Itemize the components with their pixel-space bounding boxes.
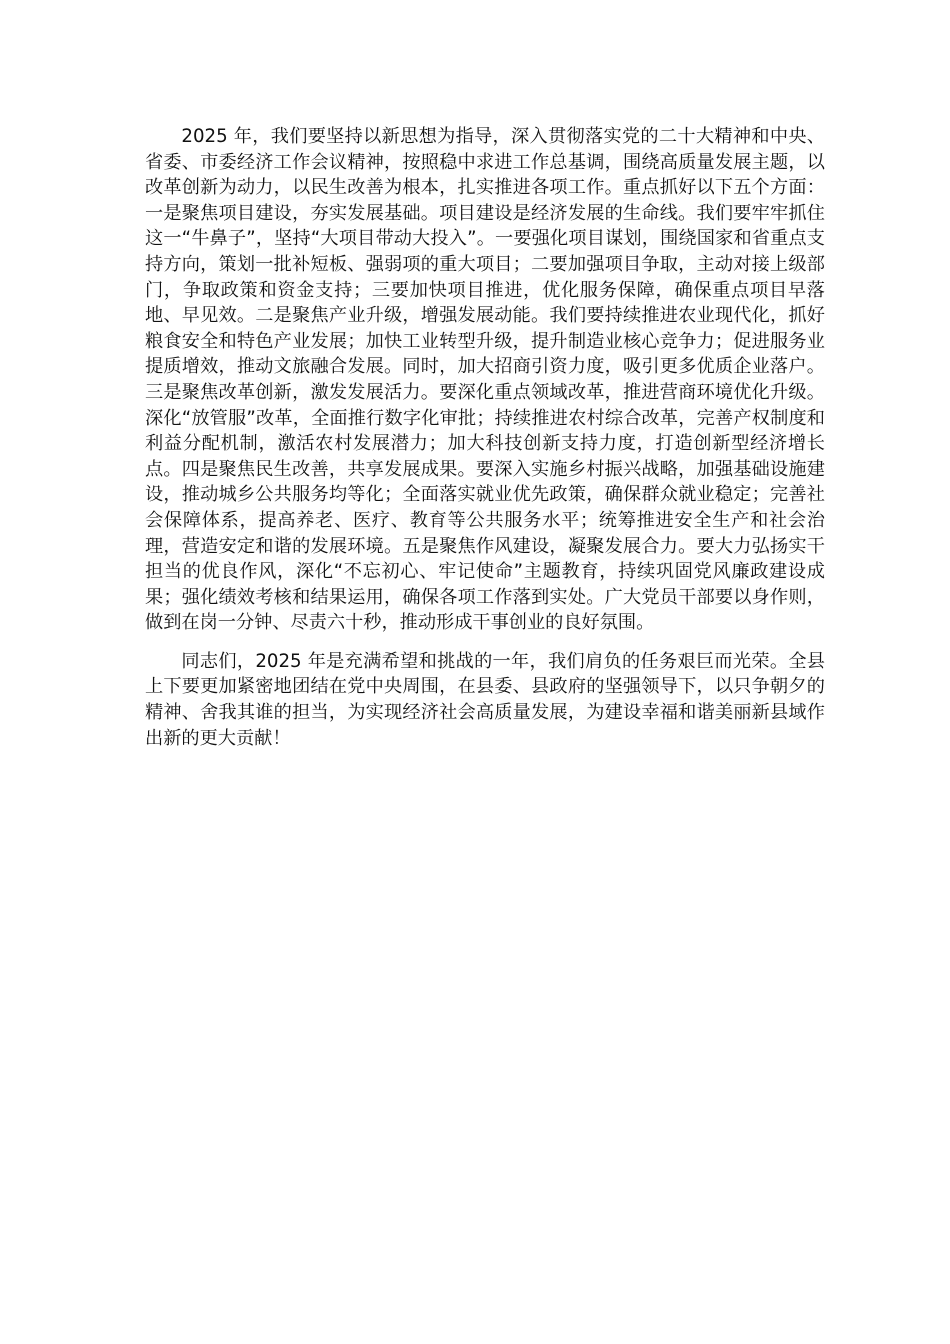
document-body (145, 124, 825, 751)
paragraph-work-plan: 2025 年，我们要坚持以新思想为指导，深入贯彻落实党的二十大精神和中央、省委、市委经济工作会议精神，按照稳中求进工作总基调，围绕高质量发展主题，以改革创新为动力，以民生改善为根本，扎实推进各项工作。重点抓好以下五个方面：一是聚焦项目建设，夯实发展基础。项目建设是经济发展的生命线。我们要牢牢抓住这一“牛鼻子”，坚持“大项目带动大投入”。一要强化项目谋划，围绕国家和省重点支持方向，策划一批补短板、强弱项的重大项目；二要加强项目争取，主动对接上级部门，争取政策和资金支持；三要加快项目推进，优化服务保障，确保重点项目早落地、早见效。二是聚焦产业升级，增强发展动能。我们要持续推进农业现代化，抓好粮食安全和特色产业发展；加快工业转型升级，提升制造业核心竞争力；促进服务业提质增效，推动文旅融合发展。同时，加大招商引资力度，吸引更多优质企业落户。三是聚焦改革创新，激发发展活力。要深化重点领域改革，推进营商环境优化升级。深化“放管服”改革，全面推行数字化审批；持续推进农村综合改革，完善产权制度和利益分配机制，激活农村发展潜力；加大科技创新支持力度，打造创新型经济增长点。四是聚焦民生改善，共享发展成果。要深入实施乡村振兴战略，加强基础设施建设，推动城乡公共服务均等化；全面落实就业优先政策，确保群众就业稳定；完善社会保障体系，提高养老、医疗、教育等公共服务水平；统筹推进安全生产和社会治理，营造安定和谐的发展环境。五是聚焦作风建设，凝聚发展合力。要大力弘扬实干担当的优良作风，深化“不忘初心、牢记使命”主题教育，持续巩固党风廉政建设成果；强化绩效考核和结果运用，确保各项工作落到实处。广大党员干部要以身作则，做到在岗一分钟、尽责六十秒，推动形成干事创业的良好氛围。 (145, 126, 825, 634)
paragraph-closing: 同志们，2025 年是充满希望和挑战的一年，我们肩负的任务艰巨而光荣。全县上下要更加紧密地团结在党中央周围，在县委、县政府的坚强领导下，以只争朝夕的精神、舍我其谁的担当，为实现经济社会高质量发展，为建设幸福和谐美丽新县域作出新的更大贡献！ (145, 650, 825, 749)
